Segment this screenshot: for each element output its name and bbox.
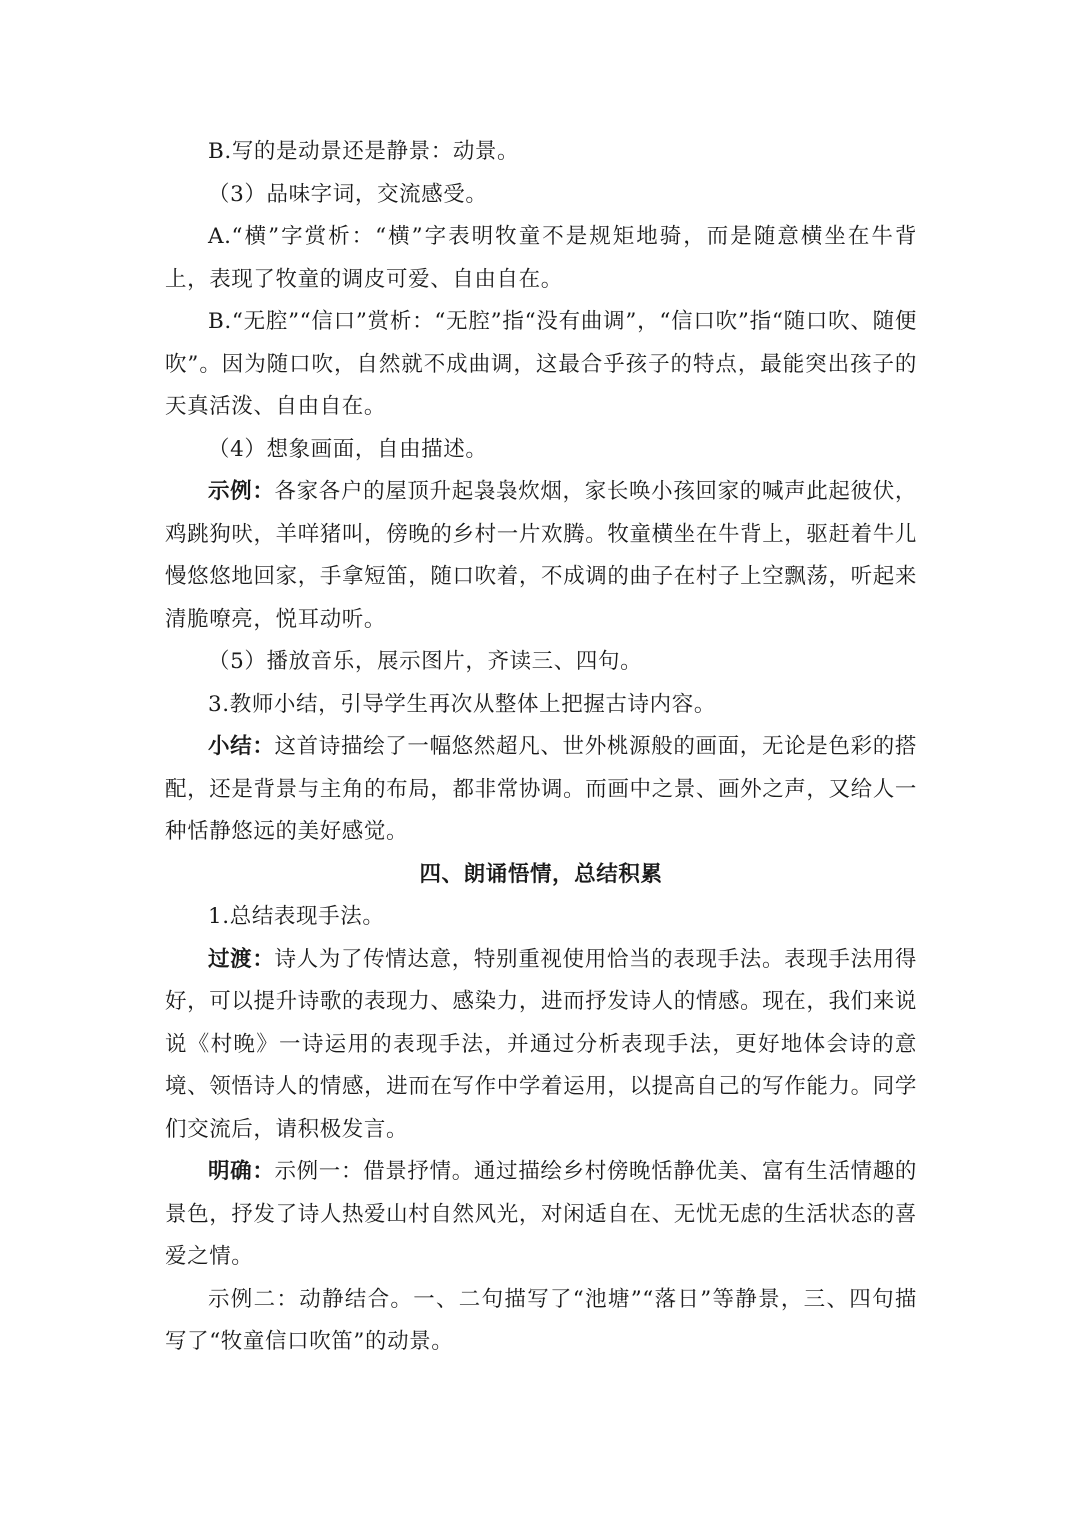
paragraph: B.“无腔”“信口”赏析：“无腔”指“没有曲调”，“信口吹”指“随口吹、随便吹”。因为随口吹，自然就不成曲调，这最合乎孩子的特点，最能突出孩子的天真活泼、自由自在。	[165, 309, 917, 419]
paragraph-lead: 小结：	[208, 734, 275, 759]
paragraph: 明确：示例一：借景抒情。通过描绘乡村傍晚恬静优美、富有生活情趣的景色，抒发了诗人热爱山村自然风光，对闲适自在、无忧无虑的生活状态的喜爱之情。	[165, 1159, 917, 1269]
paragraph: 过渡：诗人为了传情达意，特别重视使用恰当的表现手法。表现手法用得好，可以提升诗歌的表现力、感染力，进而抒发诗人的情感。现在，我们来说说《村晚》一诗运用的表现手法，并通过分析表现手法，更好地体会诗的意境、领悟诗人的情感，进而在写作中学着运用，以提高自己的写作能力。同学们交流后，请积极发言。	[165, 946, 917, 1142]
paragraph: 示例二：动静结合。一、二句描写了“池塘”“落日”等静景，三、四句描写了“牧童信口吹笛”的动景。	[165, 1286, 917, 1354]
paragraph-lead: 示例：	[208, 479, 275, 504]
paragraph: 3.教师小结，引导学生再次从整体上把握古诗内容。	[208, 691, 716, 717]
paragraph-lead: 过渡：	[208, 946, 275, 972]
paragraph: 示例：各家各户的屋顶升起袅袅炊烟，家长唤小孩回家的喊声此起彼伏，鸡跳狗吠，羊咩猪叫，傍晚的乡村一片欢腾。牧童横坐在牛背上，驱赶着牛儿慢悠悠地回家，手拿短笛，随口吹着，不成调的曲子在村子上空飘荡，听起来清脆嘹亮，悦耳动听。	[165, 479, 917, 632]
paragraph: 小结：这首诗描绘了一幅悠然超凡、世外桃源般的画面，无论是色彩的搭配，还是背景与主角的布局，都非常协调。而画中之景、画外之声，又给人一种恬静悠远的美好感觉。	[165, 734, 917, 844]
paragraph: B.写的是动景还是静景：动景。	[208, 139, 520, 164]
paragraph: A.“横”字赏析：“横”字表明牧童不是规矩地骑，而是随意横坐在牛背上，表现了牧童的调皮可爱、自由自在。	[165, 224, 917, 292]
document-page	[165, 131, 917, 1364]
paragraph: 1.总结表现手法。	[208, 904, 385, 929]
paragraph: （4）想象画面，自由描述。	[208, 436, 488, 462]
section-heading: 四、朗诵悟情，总结积累	[419, 861, 663, 887]
paragraph-lead: 明确：	[208, 1159, 275, 1184]
paragraph: （3）品味字词，交流感受。	[208, 181, 488, 207]
paragraph: （5）播放音乐，展示图片，齐读三、四句。	[208, 649, 643, 674]
